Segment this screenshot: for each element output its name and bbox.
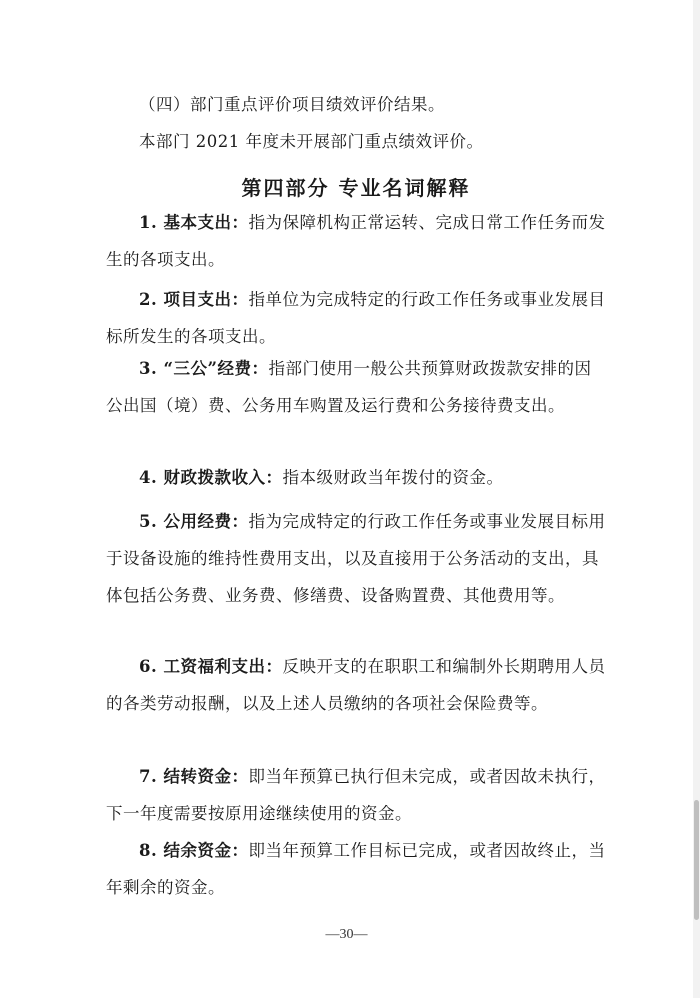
- definition-term: 6. 工资福利支出：: [139, 657, 283, 676]
- vertical-scrollbar[interactable]: [693, 0, 700, 998]
- definition-term: 4. 财政拨款收入：: [139, 468, 283, 487]
- definition-text: 指本级财政当年拨付的资金。: [282, 468, 504, 487]
- definition-6: [106, 648, 606, 722]
- definition-8: [106, 832, 606, 906]
- definition-term: 8. 结余资金：: [139, 841, 249, 860]
- definition-text: 指为完成特定的行政工作任务或事业发展目标用于设备设施的维持性费用支出，以及直接用于公务活动的支出，具体包括公务费、业务费、修缮费、设备购置费、其他费用等。: [106, 512, 606, 605]
- definition-4: [106, 459, 606, 496]
- definition-term: 7. 结转资金：: [139, 767, 249, 786]
- definition-2: [106, 281, 606, 355]
- definition-3: [106, 350, 606, 424]
- scrollbar-thumb[interactable]: [694, 800, 699, 920]
- definition-text: 即当年预算工作目标已完成，或者因故终止，当年剩余的资金。: [106, 841, 606, 897]
- definition-text: 指部门使用一般公共预算财政拨款安排的因公出国（境）费、公务用车购置及运行费和公务接待费支出。: [106, 359, 592, 415]
- definition-text: 指单位为完成特定的行政工作任务或事业发展目标所发生的各项支出。: [106, 290, 606, 346]
- definition-text: 反映开支的在职职工和编制外长期聘用人员的各类劳动报酬，以及上述人员缴纳的各项社会保险费等。: [106, 657, 606, 713]
- definition-1: [106, 204, 606, 278]
- definition-5: [106, 503, 606, 614]
- definition-term: 1. 基本支出：: [139, 213, 249, 232]
- definition-text: 指为保障机构正常运转、完成日常工作任务而发生的各项支出。: [106, 213, 606, 269]
- definition-term: 3. “三公”经费：: [139, 359, 269, 378]
- definition-7: [106, 758, 606, 832]
- section-note: 本部门 2021 年度未开展部门重点绩效评价。: [139, 132, 484, 151]
- definition-term: 5. 公用经费：: [139, 512, 249, 531]
- page-number: —30—: [325, 927, 368, 942]
- definition-term: 2. 项目支出：: [139, 290, 249, 309]
- section-item-four: （四）部门重点评价项目绩效评价结果。: [139, 95, 445, 114]
- definition-text: 即当年预算已执行但未完成，或者因故未执行，下一年度需要按原用途继续使用的资金。: [106, 767, 606, 823]
- section-heading: 第四部分 专业名词解释: [241, 176, 471, 200]
